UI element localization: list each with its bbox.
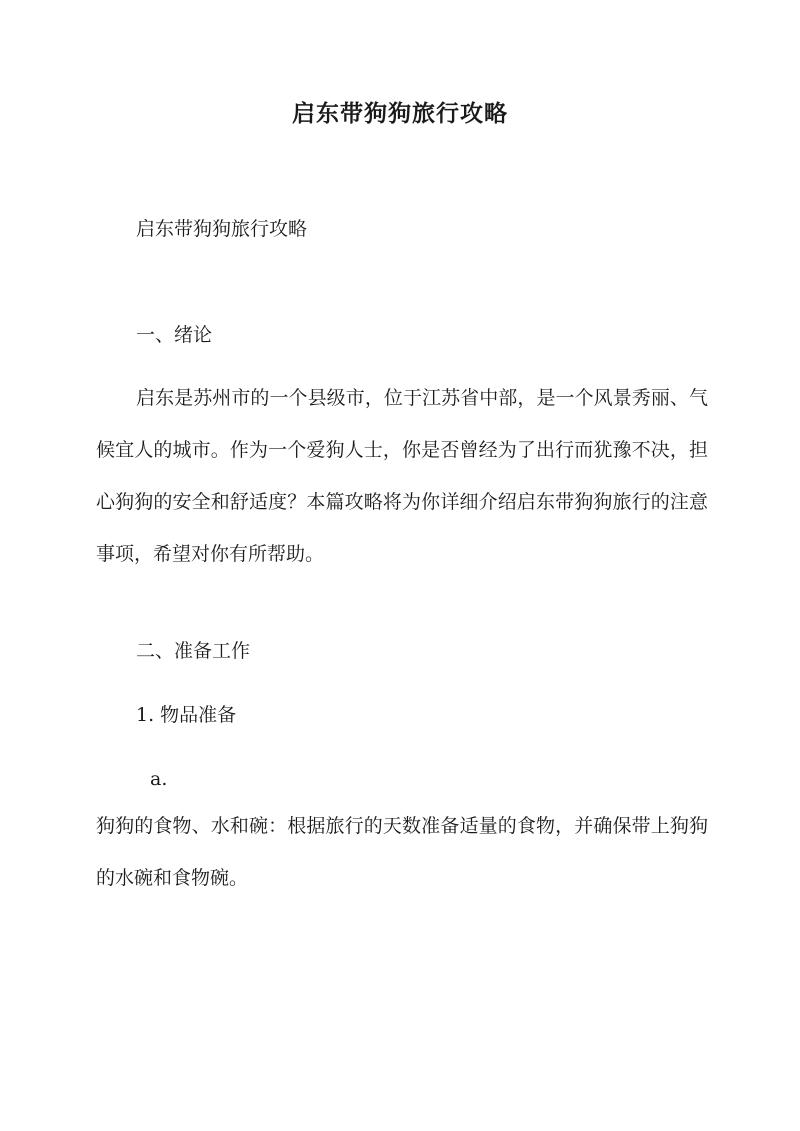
- document-title: 启东带狗狗旅行攻略: [292, 100, 508, 127]
- section-heading-intro: 一、绪论: [136, 324, 213, 346]
- section-heading-prep: 二、准备工作: [136, 640, 251, 662]
- document-subtitle: 启东带狗狗旅行攻略: [136, 218, 308, 240]
- list-item-a-text: 狗狗的食物、水和碗：根据旅行的天数准备适量的食物，并确保带上狗狗的水碗和食物碗。: [96, 815, 708, 889]
- intro-paragraph: 启东是苏州市的一个县级市，位于江苏省中部，是一个风景秀丽、气候宜人的城市。作为一个爱狗人士，你是否曾经为了出行而犹豫不决，担心狗狗的安全和舒适度？本篇攻略将为你详细介绍启东带狗狗旅行的注意事项，希望对你有所帮助。: [96, 387, 708, 565]
- list-item-marker-a: a.: [150, 768, 168, 790]
- subsection-heading-items: 1. 物品准备: [136, 704, 237, 726]
